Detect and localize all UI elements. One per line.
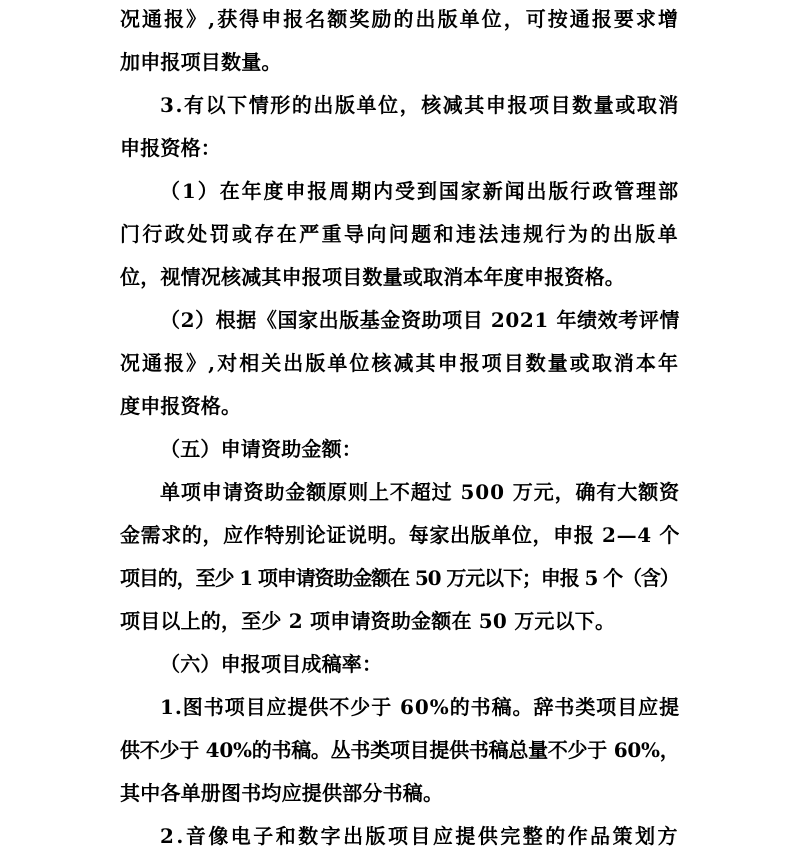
line-text: 2.音像电子和数字出版项目应提供完整的作品策划方	[160, 824, 680, 848]
line-text: 位，视情况核减其申报项目数量或取消本年度申报资格。	[120, 265, 625, 289]
line-text: 况通报》,获得申报名额奖励的出版单位，可按通报要求增	[120, 7, 680, 31]
line-text: （1）在年度申报周期内受到国家新闻出版行政管理部	[160, 179, 680, 203]
text-line	[120, 738, 680, 762]
text-line	[120, 136, 680, 160]
text-line	[120, 609, 680, 633]
line-text: 单项申请资助金额原则上不超过 500 万元，确有大额资	[160, 480, 680, 504]
line-text: 1.图书项目应提供不少于 60%的书稿。辞书类项目应提	[160, 695, 680, 719]
line-text: 供不少于 40%的书稿。丛书类项目提供书稿总量不少于 60%，	[120, 738, 680, 762]
line-text: 加申报项目数量。	[120, 50, 282, 74]
line-text: 项目以上的，至少 2 项申请资助金额在 50 万元以下。	[120, 609, 616, 633]
text-line	[160, 308, 680, 332]
line-text: 况通报》,对相关出版单位核减其申报项目数量或取消本年	[120, 351, 680, 375]
text-line	[120, 222, 680, 246]
line-text: 申报资格：	[120, 136, 221, 160]
text-line	[120, 351, 680, 375]
text-line	[120, 7, 680, 31]
line-text: 3.有以下情形的出版单位，核减其申报项目数量或取消	[160, 93, 680, 117]
text-line	[160, 179, 680, 203]
line-text: （六）申报项目成稿率：	[160, 652, 383, 676]
text-line	[160, 695, 680, 719]
line-text: 其中各单册图书均应提供部分书稿。	[120, 781, 444, 805]
line-text: （五）申请资助金额：	[160, 437, 362, 461]
section-heading	[160, 652, 680, 676]
line-text: 门行政处罚或存在严重导向问题和违法违规行为的出版单	[120, 222, 680, 246]
section-heading	[160, 437, 680, 461]
line-text: 度申报资格。	[120, 394, 242, 418]
text-line	[120, 566, 680, 590]
line-text: 项目的，至少 1 项申请资助金额在 50 万元以下；申报 5 个（含）	[120, 566, 679, 590]
text-line	[160, 480, 680, 504]
text-line	[120, 781, 680, 805]
line-text: 金需求的，应作特别论证说明。每家出版单位，申报 2—4 个	[120, 523, 680, 547]
text-line	[160, 93, 680, 117]
text-line	[120, 523, 680, 547]
text-line	[120, 265, 680, 289]
line-text: （2）根据《国家出版基金资助项目 2021 年绩效考评情	[160, 308, 680, 332]
text-line	[160, 824, 680, 848]
text-line	[120, 394, 680, 418]
text-line	[120, 50, 680, 74]
